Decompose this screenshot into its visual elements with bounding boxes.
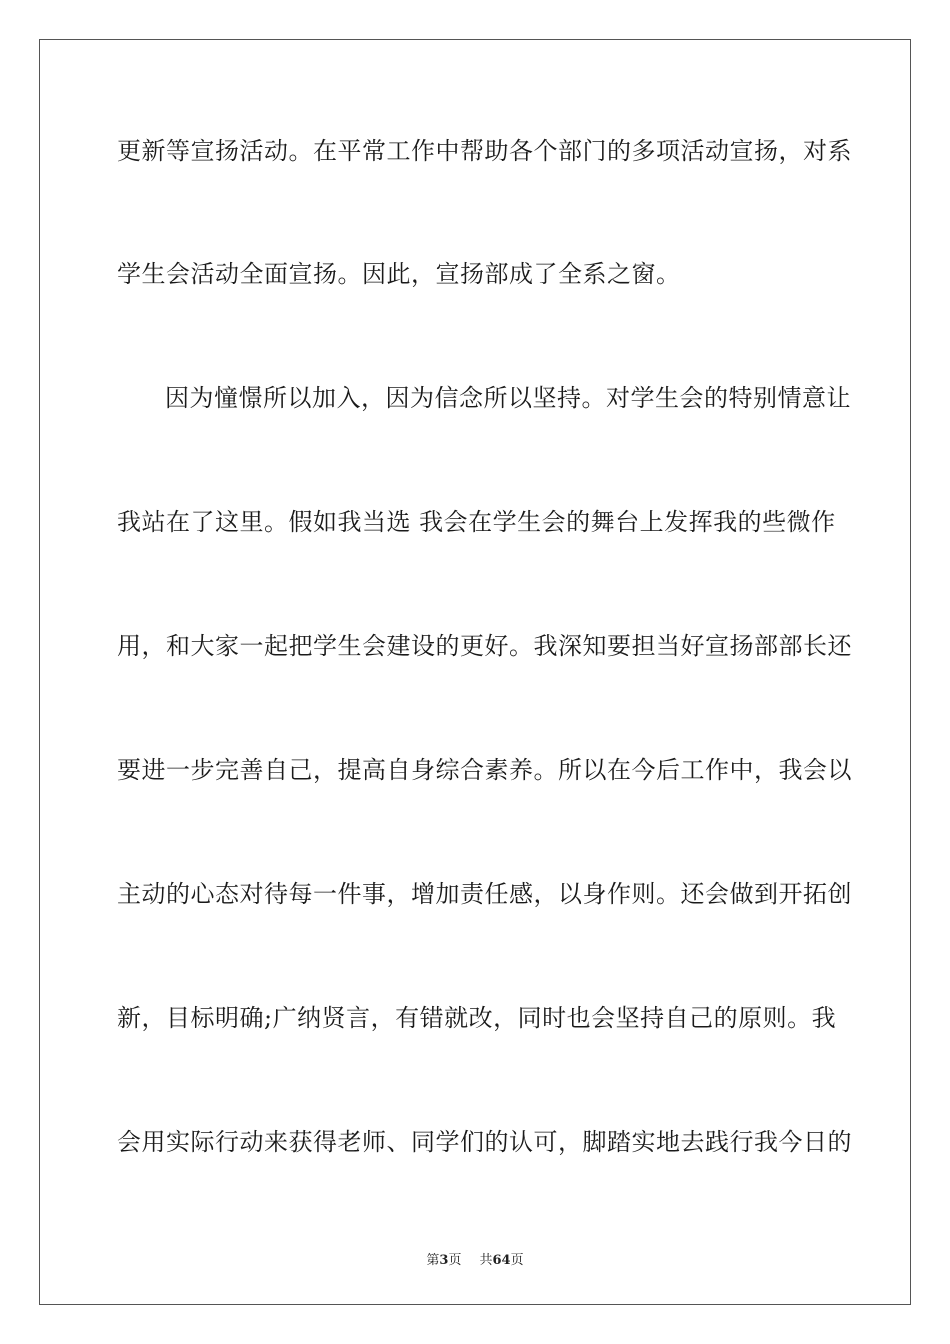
- text-line-1: 更新等宣扬活动。在平常工作中帮助各个部门的多项活动宣扬，对系: [117, 137, 852, 165]
- footer-total-suffix: 页: [510, 1253, 524, 1268]
- footer-total-prefix: 共: [479, 1253, 493, 1268]
- page-footer: [0, 1249, 950, 1268]
- page-border: [39, 39, 911, 1305]
- footer-total-pages: 64: [492, 1253, 511, 1268]
- text-line-3-paragraph-start: 因为憧憬所以加入，因为信念所以坚持。对学生会的特别情意让: [165, 384, 851, 412]
- footer-page-number: 3: [439, 1253, 449, 1268]
- text-line-5: 用，和大家一起把学生会建设的更好。我深知要担当好宣扬部部长还: [117, 632, 852, 660]
- footer-page-prefix: 第: [426, 1253, 440, 1268]
- text-line-8: 新，目标明确;广纳贤言，有错就改，同时也会坚持自己的原则。我: [117, 1004, 837, 1032]
- text-line-9: 会用实际行动来获得老师、同学们的认可，脚踏实地去践行我今日的: [117, 1128, 852, 1156]
- text-line-7: 主动的心态对待每一件事，增加责任感，以身作则。还会做到开拓创: [117, 880, 852, 908]
- text-line-2: 学生会活动全面宣扬。因此，宣扬部成了全系之窗。: [117, 260, 681, 288]
- text-line-4: 我站在了这里。假如我当选 我会在学生会的舞台上发挥我的些微作: [117, 508, 836, 536]
- text-line-6: 要进一步完善自己，提高自身综合素养。所以在今后工作中，我会以: [117, 756, 852, 784]
- footer-page-suffix: 页: [448, 1253, 462, 1268]
